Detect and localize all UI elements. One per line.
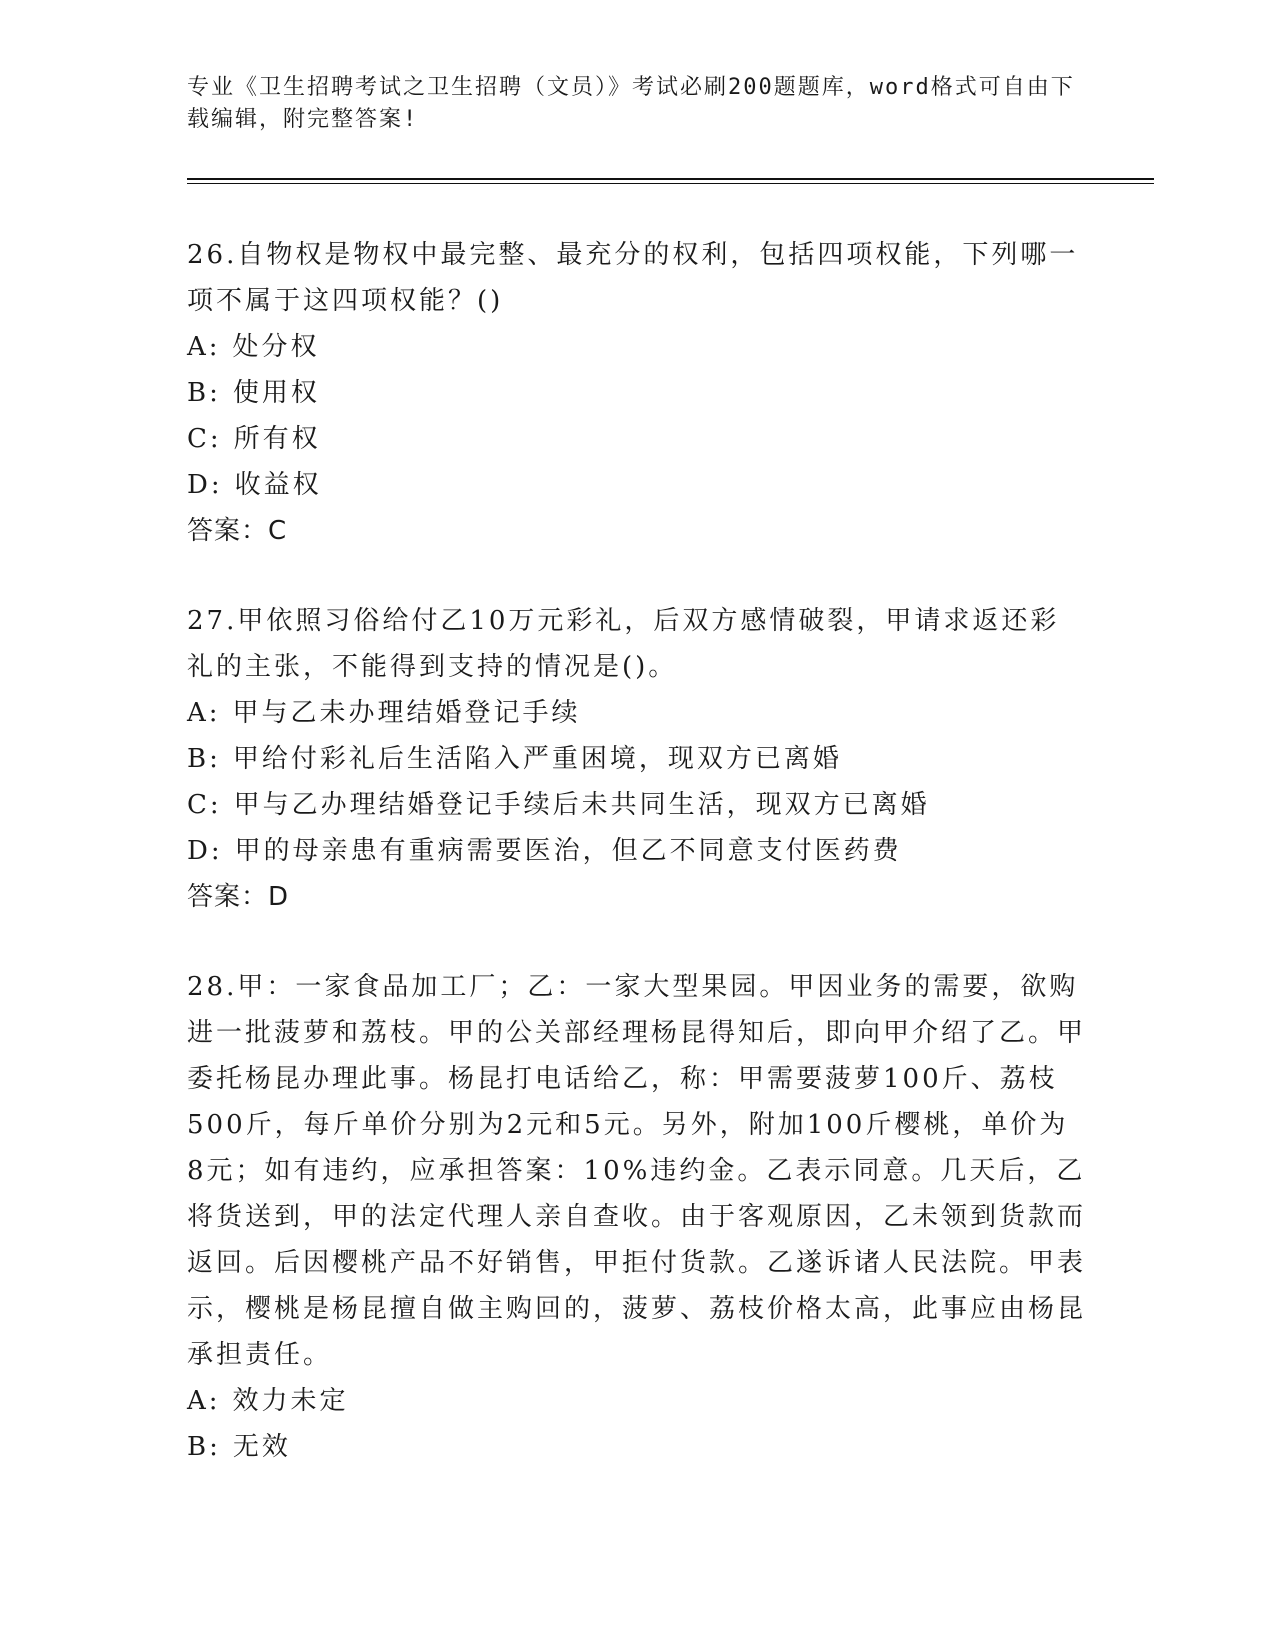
option-text: 无效: [232, 1432, 291, 1462]
option-key: B:: [187, 378, 221, 408]
option-key: B:: [187, 1432, 221, 1462]
answer-line: 答案：C: [187, 516, 288, 546]
header-divider: [187, 178, 1154, 180]
question-26: [187, 232, 1087, 554]
option-key: D:: [187, 470, 223, 500]
option-a: [187, 324, 1087, 370]
option-text: 收益权: [234, 470, 322, 500]
option-key: A:: [187, 1386, 221, 1416]
question-stem: 28.甲：一家食品加工厂；乙：一家大型果园。甲因业务的需要，欲购进一批菠萝和荔枝。甲的公关部经理杨昆得知后，即向甲介绍了乙。甲委托杨昆办理此事。杨昆打电话给乙，称：甲需要菠萝100斤、荔枝500斤，每斤单价分别为2元和5元。另外，附加100斤樱桃，单价为8元；如有违约，应承担答案：10%违约金。乙表示同意。几天后，乙将货送到，甲的法定代理人亲自查收。由于客观原因，乙未领到货款而返回。后因樱桃产品不好销售，甲拒付货款。乙遂诉诸人民法院。甲表示，樱桃是杨昆擅自做主购回的，菠萝、荔枝价格太高，此事应由杨昆承担责任。: [187, 972, 1087, 1370]
option-b: [187, 370, 1087, 416]
option-d: [187, 828, 1087, 874]
option-text: 处分权: [232, 332, 320, 362]
question-list: [187, 232, 1087, 1514]
option-text: 效力未定: [232, 1386, 349, 1416]
option-key: A:: [187, 332, 221, 362]
option-d: [187, 462, 1087, 508]
question-28: [187, 964, 1087, 1470]
option-c: [187, 416, 1087, 462]
option-c: [187, 782, 1087, 828]
option-b: [187, 1424, 1087, 1470]
option-text: 甲与乙办理结婚登记手续后未共同生活，现双方已离婚: [233, 790, 930, 820]
option-text: 甲给付彩礼后生活陷入严重困境，现双方已离婚: [232, 744, 842, 774]
question-stem: 27.甲依照习俗给付乙10万元彩礼，后双方感情破裂，甲请求返还彩礼的主张，不能得到支持的情况是()。: [187, 606, 1060, 682]
question-27: [187, 598, 1087, 920]
option-b: [187, 736, 1087, 782]
answer-line: 答案：D: [187, 882, 290, 912]
option-a: [187, 690, 1087, 736]
option-key: D:: [187, 836, 223, 866]
option-a: [187, 1378, 1087, 1424]
option-key: A:: [187, 698, 221, 728]
option-key: C:: [187, 424, 222, 454]
option-text: 所有权: [233, 424, 321, 454]
option-text: 使用权: [232, 378, 320, 408]
question-stem: 26.自物权是物权中最完整、最充分的权利，包括四项权能，下列哪一项不属于这四项权能？(): [187, 240, 1079, 316]
option-key: B:: [187, 744, 221, 774]
option-text: 甲与乙未办理结婚登记手续: [232, 698, 581, 728]
header-divider-thin: [187, 183, 1154, 184]
document-intro: 专业《卫生招聘考试之卫生招聘（文员）》考试必刷200题题库，word格式可自由下载编辑，附完整答案!: [187, 75, 1075, 132]
option-text: 甲的母亲患有重病需要医治，但乙不同意支付医药费: [234, 836, 902, 866]
option-key: C:: [187, 790, 222, 820]
